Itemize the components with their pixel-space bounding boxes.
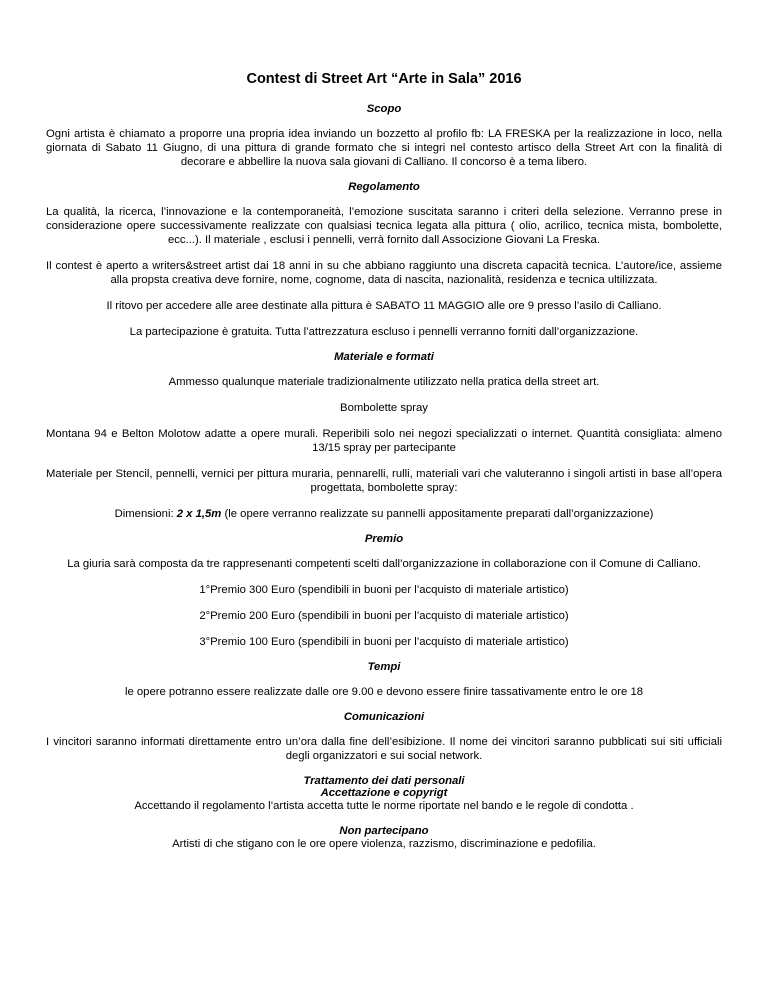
regolamento-paragraph-1: La qualità, la ricerca, l’innovazione e la contemporaneità, l’emozione suscitata saranno i criteri della selezione. Verranno prese in considerazione opere successivamente realizzate con qualsiasi tecnica legata alla pittura ( olio, acrilico, tecnica mista, bombolette, ecc...). Il materiale , esclusi i pennelli, verrà fornito dall Associzione Giovani La Freska.	[46, 206, 722, 246]
accettazione-paragraph: Accettando il regolamento l’artista accetta tutte le norme riportate nel bando e le regole di condotta .	[134, 800, 634, 812]
non-partecipano-paragraph: Artisti di che stigano con le ore opere violenza, razzismo, discriminazione e pedofilia.	[172, 838, 596, 850]
tempi-paragraph: le opere potranno essere realizzate dalle ore 9.00 e devono essere finire tassativamente entro le ore 18	[124, 686, 644, 698]
regolamento-paragraph-2: Il contest è aperto a writers&street artist dai 18 anni in su che abbiano raggiunto una discreta capacità tecnica. L’autore/ice, assieme alla propsta creativa deve fornire, nome, cognome, data di nascita, nazionalità, residenza e tecnica ultilizzata.	[46, 260, 722, 286]
materiale-paragraph-2: Bombolette spray	[340, 402, 428, 414]
prize-item-1: 1°Premio 300 Euro (spendibili in buoni per l’acquisto di materiale artistico)	[199, 584, 569, 596]
section-heading-premio: Premio	[364, 533, 404, 545]
section-heading-accettazione: Accettazione e copyrigt	[320, 787, 448, 799]
section-heading-comunicazioni: Comunicazioni	[343, 711, 425, 723]
materiale-paragraph-4: Materiale per Stencil, pennelli, vernici per pittura muraria, pennarelli, rulli, materiali vari che valuteranno i singoli artisti in base all’opera progettata, bombolette spray:	[46, 468, 722, 494]
section-heading-materiale: Materiale e formati	[334, 351, 434, 363]
dimensioni-value: 2 x 1,5m	[176, 508, 222, 520]
premio-paragraph: La giuria sarà composta da tre rappresenanti competenti scelti dall’organizzazione in collaborazione con il Comune di Calliano.	[67, 558, 701, 570]
prize-item-2: 2°Premio 200 Euro (spendibili in buoni per l’acquisto di materiale artistico)	[199, 610, 569, 622]
section-heading-tempi: Tempi	[367, 661, 401, 673]
document-title: Contest di Street Art “Arte in Sala” 2016	[246, 71, 522, 87]
section-heading-trattamento: Trattamento dei dati personali	[303, 775, 465, 787]
prize-item-3: 3°Premio 100 Euro (spendibili in buoni per l’acquisto di materiale artistico)	[199, 636, 569, 648]
regolamento-paragraph-4: La partecipazione è gratuita. Tutta l’attrezzatura escluso i pennelli verranno forniti dall’organizzazione.	[129, 326, 639, 338]
section-heading-scopo: Scopo	[366, 103, 402, 115]
comunicazioni-paragraph: I vincitori saranno informati direttamente entro un’ora dalla fine dell’esibizione. Il nome dei vincitori saranno pubblicati sui siti ufficiali degli organizzatori e sui social network.	[46, 736, 722, 762]
regolamento-paragraph-3: Il ritovo per accedere alle aree destinate alla pittura è SABATO 11 MAGGIO alle ore 9 presso l’asilo di Calliano.	[106, 300, 662, 312]
materiale-paragraph-3: Montana 94 e Belton Molotow adatte a opere murali. Reperibili solo nei negozi specializzati o internet. Quantità consigliata: almeno 13/15 spray per partecipante	[46, 428, 722, 454]
materiale-paragraph-1: Ammesso qualunque materiale tradizionalmente utilizzato nella pratica della street art.	[168, 376, 600, 388]
dimensioni-label: Dimensioni:	[114, 508, 177, 520]
scopo-paragraph: Ogni artista è chiamato a proporre una propria idea inviando un bozzetto al profilo fb: LA FRESKA per la realizzazione in loco, nella giornata di Sabato 11 Giugno, di una pittura di grande formato che si integri nel contesto artisco della Street Art con la finalità di decorare e abbellire la nuova sala giovani di Calliano. Il concorso è a tema libero.	[46, 128, 722, 168]
dimensioni-note: (le opere verranno realizzate su pannelli appositamente preparati dall’organizzazione)	[221, 508, 654, 520]
section-heading-non-partecipano: Non partecipano	[339, 825, 429, 837]
dimensioni-paragraph	[46, 507, 722, 521]
section-heading-regolamento: Regolamento	[348, 181, 420, 193]
